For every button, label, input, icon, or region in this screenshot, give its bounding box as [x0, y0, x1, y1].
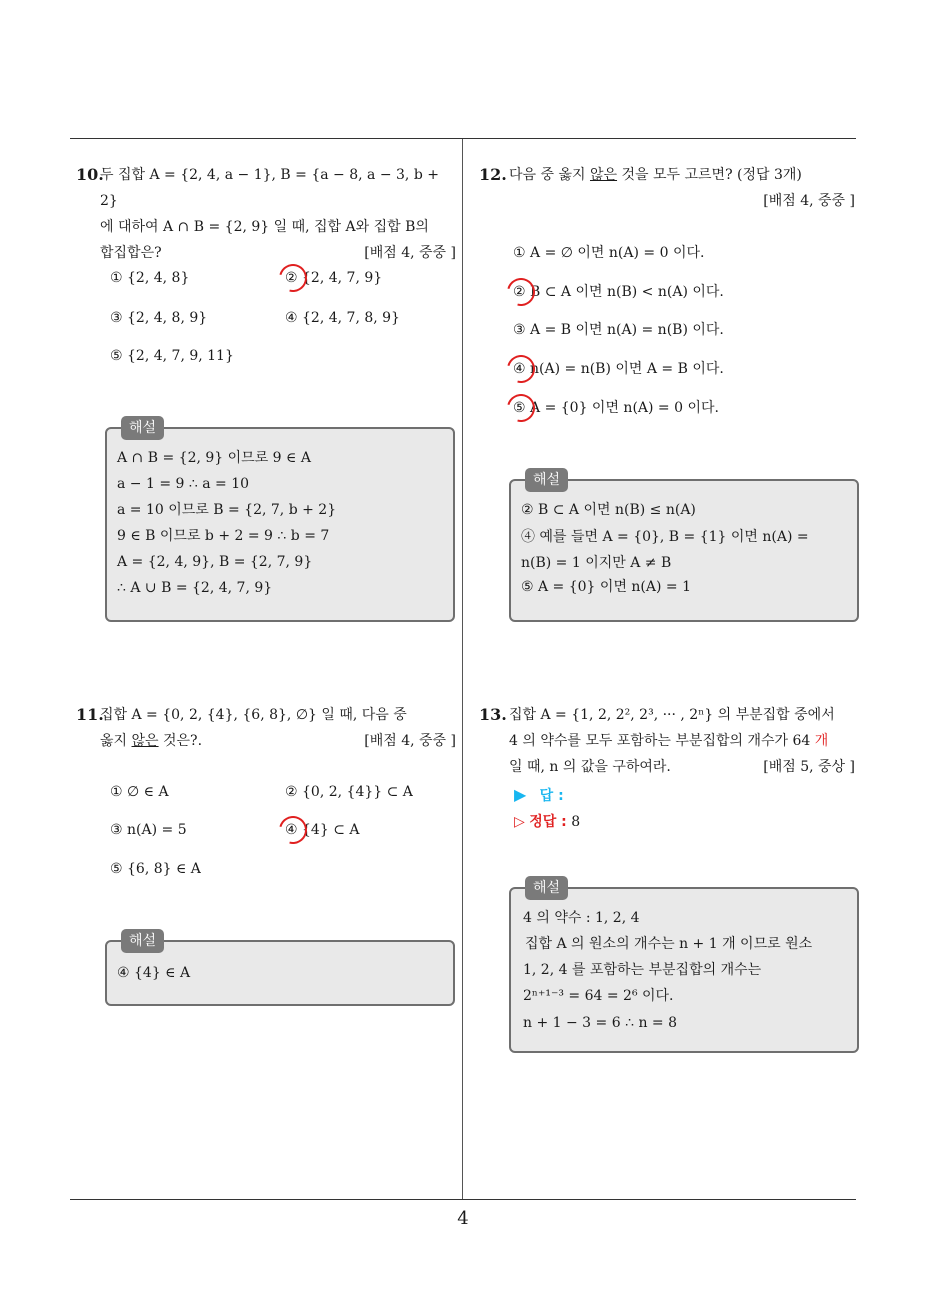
- solution-tag: 해설: [121, 929, 164, 953]
- question-header: [76, 702, 456, 754]
- score-meta: [배점 5, 중상 ]: [763, 759, 855, 775]
- choice-item-selected[interactable]: ④ n(A) = n(B) 이면 A = B 이다.: [513, 359, 724, 379]
- question-line: 집합 A = {0, 2, {4}, {6, 8}, ∅} 일 때, 다음 중: [100, 707, 407, 723]
- play-arrow-icon: ▶: [514, 785, 527, 804]
- question-line-prefix: 4 의 약수를 모두 포함하는 부분집합의 개수가 64: [509, 733, 815, 749]
- choice-item[interactable]: ① A = ∅ 이면 n(A) = 0 이다.: [513, 245, 705, 261]
- bottom-rule: [70, 1199, 856, 1200]
- answer-label: 답 :: [539, 788, 564, 804]
- question-line-prefix: 다음 중 옳지: [509, 167, 590, 183]
- solution-line: a = 10 이므로 B = {2, 7, b + 2}: [117, 502, 337, 518]
- answer-circle-mark: [274, 811, 312, 849]
- answer-circle-mark: [502, 389, 540, 427]
- choice-list: [513, 243, 853, 423]
- question-header: [479, 702, 855, 780]
- answer-input-line[interactable]: [514, 785, 564, 806]
- question-number: 10.: [76, 165, 104, 184]
- choice-item[interactable]: ③ {2, 4, 8, 9}: [110, 310, 208, 326]
- solution-tag: 해설: [525, 468, 568, 492]
- column-divider: [462, 139, 463, 1199]
- solution-box: [105, 933, 455, 1006]
- score-meta: [배점 4, 중중 ]: [364, 245, 456, 261]
- underlined-word: 않은: [589, 167, 618, 183]
- solution-line: A = {2, 4, 9}, B = {2, 7, 9}: [117, 554, 313, 570]
- solution-box: [105, 420, 455, 622]
- solution-line: ⑤ A = {0} 이면 n(A) = 1: [521, 579, 692, 595]
- problem-10: [76, 162, 456, 266]
- problem-12: [479, 162, 855, 214]
- problem-11: [76, 702, 456, 754]
- solution-line: A ∩ B = {2, 9} 이므로 9 ∈ A: [117, 450, 311, 466]
- choice-item[interactable]: ③ n(A) = 5: [110, 822, 187, 838]
- solution-box: [509, 880, 859, 1053]
- choice-item-selected[interactable]: ④ {4} ⊂ A: [285, 820, 359, 840]
- solution-line: ④ 예를 들면 A = {0}, B = {1} 이면 n(A) =: [521, 529, 809, 545]
- question-number: 11.: [76, 705, 104, 724]
- solution-line: 집합 A 의 원소의 개수는 n + 1 개 이므로 원소: [525, 936, 813, 952]
- solution-line: ④ {4} ∈ A: [117, 965, 191, 981]
- score-meta: [배점 4, 중중 ]: [364, 733, 456, 749]
- question-number: 12.: [479, 165, 507, 184]
- solution-line: ② B ⊂ A 이면 n(B) ≤ n(A): [521, 502, 696, 518]
- unit-red: 개: [814, 733, 829, 749]
- solution-line: 4 의 약수 : 1, 2, 4: [523, 910, 640, 926]
- solution-line: 2ⁿ⁺¹⁻³ = 64 = 2⁶ 이다.: [523, 988, 674, 1004]
- solution-line: n(B) = 1 이지만 A ≠ B: [521, 555, 672, 571]
- underlined-word: 않은: [131, 733, 159, 749]
- choice-list: [110, 782, 450, 892]
- correct-value: 8: [571, 814, 581, 830]
- choice-item-selected[interactable]: ② B ⊂ A 이면 n(B) < n(A) 이다.: [513, 282, 724, 302]
- solution-line: n + 1 − 3 = 6 ∴ n = 8: [523, 1015, 677, 1031]
- question-number: 13.: [479, 705, 507, 724]
- solution-tag: 해설: [121, 416, 164, 440]
- solution-line: 9 ∈ B 이므로 b + 2 = 9 ∴ b = 7: [117, 528, 330, 544]
- solution-line: ∴ A ∪ B = {2, 4, 7, 9}: [117, 580, 273, 596]
- choice-item[interactable]: ③ A = B 이면 n(A) = n(B) 이다.: [513, 322, 724, 338]
- question-line: 일 때, n 의 값을 구하여라.: [509, 759, 671, 775]
- solution-line: 1, 2, 4 를 포함하는 부분집합의 개수는: [523, 962, 762, 978]
- question-line: 에 대하여 A ∩ B = {2, 9} 일 때, 집합 A와 집합 B의: [100, 219, 429, 235]
- solution-tag: 해설: [525, 876, 568, 900]
- question-line-suffix: 것은?.: [158, 733, 203, 749]
- page-number: 4: [457, 1208, 469, 1229]
- question-line: 합집합은?: [100, 245, 162, 261]
- question-line: 집합 A = {1, 2, 2², 2³, ··· , 2ⁿ} 의 부분집합 중에서: [509, 707, 835, 723]
- solution-box: [509, 472, 859, 622]
- question-line-suffix: 것을 모두 고르면? (정답 3개): [617, 167, 802, 183]
- correct-answer-line: [514, 812, 580, 832]
- answer-area: [484, 785, 854, 835]
- problem-13: [479, 702, 855, 780]
- question-header: [479, 162, 855, 214]
- answer-circle-mark: [502, 350, 540, 388]
- solution-line: a − 1 = 9 ∴ a = 10: [117, 476, 250, 492]
- question-line-prefix: 옳지: [100, 733, 132, 749]
- score-meta: [배점 4, 중중 ]: [763, 193, 855, 209]
- choice-list: [110, 268, 450, 378]
- choice-item[interactable]: ① {2, 4, 8}: [110, 270, 190, 286]
- choice-item[interactable]: ⑤ {2, 4, 7, 9, 11}: [110, 348, 234, 364]
- choice-item[interactable]: ④ {2, 4, 7, 8, 9}: [285, 310, 400, 326]
- answer-circle-mark: [502, 273, 540, 311]
- choice-item[interactable]: ② {0, 2, {4}} ⊂ A: [285, 784, 413, 800]
- question-header: [76, 162, 456, 266]
- outline-arrow-icon: ▷: [514, 814, 525, 830]
- choice-item-selected[interactable]: ② {2, 4, 7, 9}: [285, 268, 382, 288]
- choice-item[interactable]: ⑤ {6, 8} ∈ A: [110, 861, 201, 877]
- choice-item-selected[interactable]: ⑤ A = {0} 이면 n(A) = 0 이다.: [513, 398, 719, 418]
- top-rule: [70, 138, 856, 139]
- choice-item[interactable]: ① ∅ ∈ A: [110, 784, 169, 800]
- question-line: 두 집합 A = {2, 4, a − 1}, B = {a − 8, a − 3, b + 2}: [100, 167, 439, 209]
- correct-label: 정답 :: [529, 814, 567, 830]
